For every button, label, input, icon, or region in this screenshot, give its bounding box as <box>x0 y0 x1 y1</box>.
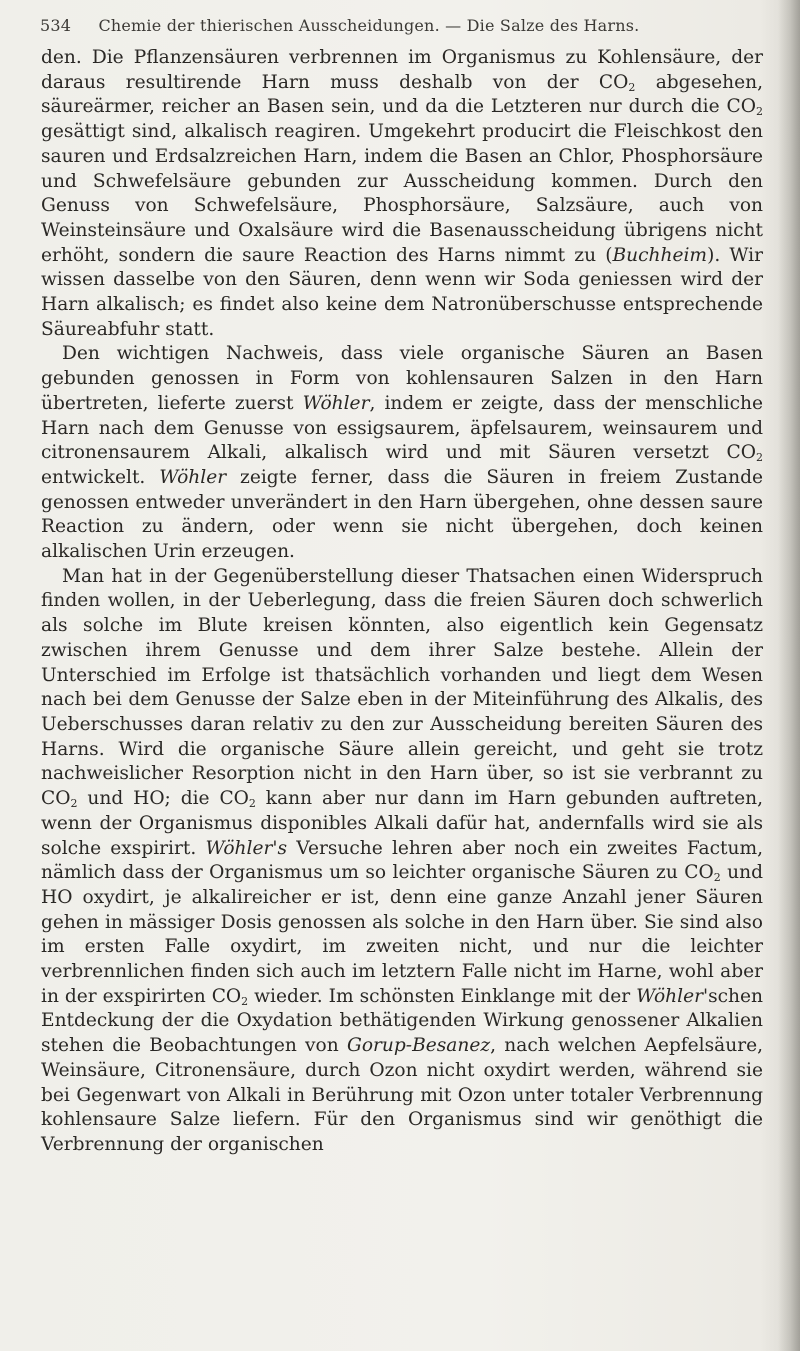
text-run: gesättigt sind, alkalisch reagiren. Umgekehrt producirt die Fleischkost den sauren und Erdsalzreichen Harn, indem die Basen an Chlor, Phosphorsäure und Schwefelsäure gebunden zur Ausscheidung kommen. Durch den Genuss von Schwefelsäure, Phosphorsäure, Salzsäure, auch von Weinsteinsäure und Oxalsäure wird die Basenausscheidung übrigens nicht erhöht, sondern die saure Reaction des Harns nimmt zu ( <box>41 121 763 266</box>
paragraph-2 <box>41 342 763 564</box>
text-run: 'schen Entdeckung der die Oxydation bethätigenden Wirkung genossener Alkalien stehen die Beobachtungen von <box>41 985 763 1057</box>
subscript: 2 <box>756 451 763 465</box>
subscript: 2 <box>248 797 256 811</box>
page-edge-shadow <box>778 0 800 1351</box>
italic-name: Wöhler <box>159 466 227 488</box>
italic-name: Gorup-Besanez <box>346 1035 491 1057</box>
text-run: Den wichtigen Nachweis, dass viele organische Säuren an Basen gebunden genossen in Form von kohlensauren Salzen in den Harn übertreten, lieferte zuerst <box>41 343 763 414</box>
paragraph-1 <box>41 46 763 342</box>
subscript: 2 <box>241 994 249 1008</box>
subscript: 2 <box>628 80 636 94</box>
text-run: entwickelt. <box>41 466 160 488</box>
italic-name: Buchheim <box>612 244 708 266</box>
paragraph-3 <box>41 565 763 1158</box>
italic-name: Wöhler <box>636 985 703 1007</box>
subscript: 2 <box>713 871 721 885</box>
text-run: kann aber nur dann im Harn gebunden auftreten, wenn der Organismus disponibles Alkali dafür hat, andernfalls wird sie als solche exspirirt. <box>41 788 763 859</box>
text-run: Man hat in der Gegenüberstellung dieser Thatsachen einen Widerspruch finden wollen, in der Ueberlegung, dass die freien Säuren doch schwerlich als solche im Blute kreisen könnten, also eigentlich kein Gegensatz zwischen ihrem Genusse und dem ihrer Salze bestehe. Allein der Unterschied im Erfolge ist thatsächlich vorhanden und liegt dem Wesen nach bei dem Genusse der Salze eben in der Miteinführung des Alkalis, des Ueberschusses daran relativ zu den zur Ausscheidung bereiten Säuren des Harns. Wird die organische Säure allein gereicht, und geht sie trotz nachweislicher Resorption nicht in den Harn über, so ist sie verbrannt zu CO <box>41 565 763 810</box>
italic-name: Wöhler <box>302 392 370 414</box>
text-run: abgesehen, säureärmer, reicher an Basen sein, und da die Letzteren nur durch die CO <box>41 71 763 118</box>
running-title: Chemie der thierischen Ausscheidungen. — Die Salze des Harns. <box>98 16 640 35</box>
text-run: wieder. Im schönsten Einklange mit der <box>248 985 637 1007</box>
text-run: , indem er zeigte, dass der menschliche Harn nach dem Genusse von essigsaurem, äpfelsaurem, weinsaurem und citronensaurem Alkali, alkalisch wird und mit Säuren versetzt CO <box>41 392 763 464</box>
text-run: und HO oxydirt, je alkalireicher er ist, denn eine ganze Anzahl jener Säuren gehen in mässiger Dosis genossen als solche in den Harn über. Sie sind also im ersten Falle oxydirt, im zweiten nicht, und nur die leichter verbrennlichen finden sich auch im letztern Falle nicht im Harne, wohl aber in der exspirirten CO <box>41 862 764 1007</box>
running-header <box>40 16 760 35</box>
subscript: 2 <box>756 105 763 119</box>
italic-name: Wöhler's <box>205 837 288 859</box>
page-number: 534 <box>40 16 72 35</box>
text-run: und HO; die CO <box>77 788 249 810</box>
subscript: 2 <box>70 797 78 811</box>
text-run: Versuche lehren aber noch ein zweites Factum, nämlich dass der Organismus um so leichter organische Säuren zu CO <box>41 837 764 884</box>
text-run: zeigte ferner, dass die Säuren in freiem Zustande genossen entweder unverändert in den Harn übergehen, ohne dessen saure Reaction zu ändern, oder wenn sie nicht übergehen, doch keinen alkalischen Urin erzeugen. <box>41 466 763 563</box>
body-text <box>41 46 763 1158</box>
text-run: ). Wir wissen dasselbe von den Säuren, denn wenn wir Soda geniessen wird der Harn alkalisch; es findet also keine dem Natronüberschusse entsprechende Säureabfuhr statt. <box>41 244 763 340</box>
text-run: , nach welchen Aepfelsäure, Weinsäure, Citronensäure, durch Ozon nicht oxydirt werden, während sie bei Gegenwart von Alkali in Berührung mit Ozon unter totaler Verbrennung kohlensaure Salze liefern. Für den Organismus sind wir genöthigt die Verbrennung der organischen <box>41 1035 763 1155</box>
text-run: den. Die Pflanzensäuren verbrennen im Organismus zu Kohlensäure, der daraus resultirende Harn muss deshalb von der CO <box>41 47 763 93</box>
